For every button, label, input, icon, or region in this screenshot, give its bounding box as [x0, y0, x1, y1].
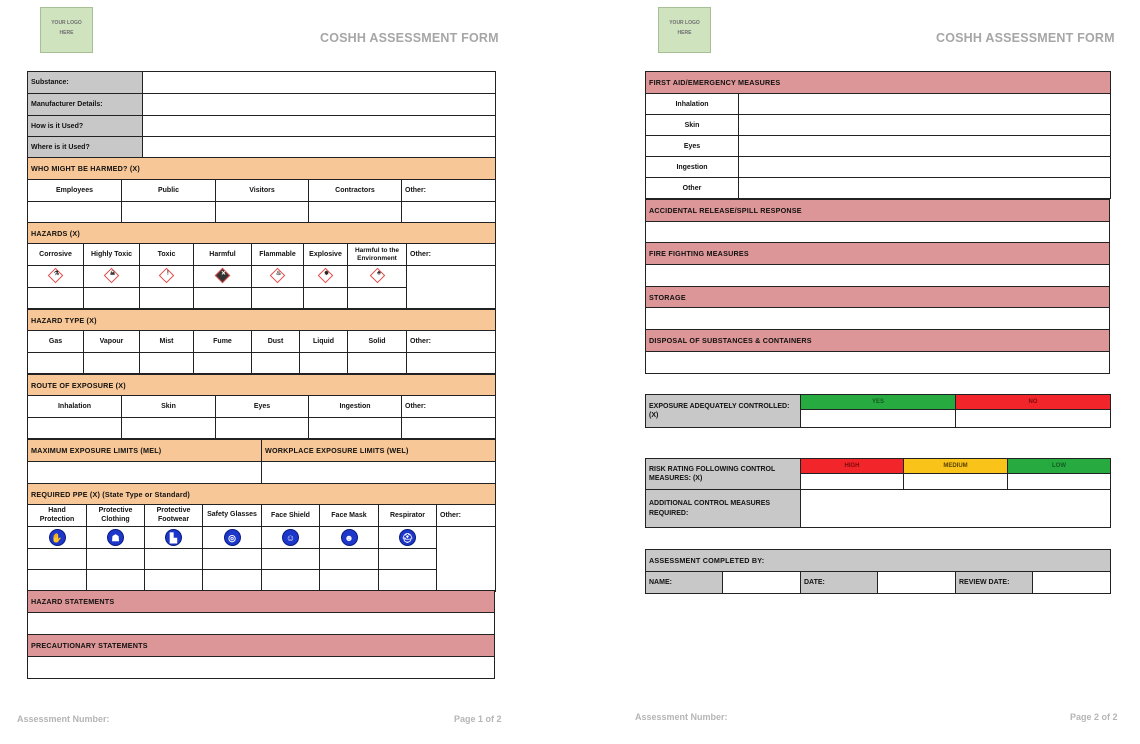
ppe-check-cell[interactable] [28, 570, 87, 592]
manufacturer-label: Manufacturer Details: [28, 94, 143, 116]
hazard-check-cell[interactable] [252, 288, 304, 309]
protective-footwear-icon: ▙ [165, 529, 182, 546]
hazard-type-col-solid: Solid [348, 331, 407, 353]
name-label: NAME: [646, 572, 723, 594]
respirator-icon-cell [379, 527, 437, 549]
corrosive-icon-cell [28, 266, 84, 288]
flammable-icon-cell [252, 266, 304, 288]
ppe-check-cell[interactable] [320, 549, 379, 570]
first-aid-other-input[interactable] [739, 178, 1111, 199]
first-aid-inhalation-label: Inhalation [646, 94, 739, 115]
ppe-check-cell[interactable] [320, 570, 379, 592]
measures-sections-table [645, 199, 1110, 374]
harmed-header: WHO MIGHT BE HARMED? (X) [28, 158, 496, 180]
wel-input[interactable] [262, 462, 496, 484]
hazard-col-toxic: Toxic [140, 244, 194, 266]
first-aid-skin-input[interactable] [739, 115, 1111, 136]
hazard-type-check-cell[interactable] [140, 353, 194, 374]
substance-info-table [27, 71, 496, 158]
fire-fighting-input[interactable] [646, 265, 1110, 287]
exposure-controlled-label: EXPOSURE ADEQUATELY CONTROLLED: (X) [646, 395, 801, 428]
first-aid-inhalation-input[interactable] [739, 94, 1111, 115]
route-check-cell[interactable] [28, 418, 122, 439]
hazard-statements-header: HAZARD STATEMENTS [28, 591, 495, 613]
fire-fighting-header: FIRE FIGHTING MEASURES [646, 243, 1110, 265]
hazard-type-check-cell[interactable] [252, 353, 300, 374]
hazard-type-header: HAZARD TYPE (X) [28, 310, 496, 331]
ppe-header: REQUIRED PPE (X) (State Type or Standard) [28, 484, 496, 505]
protective-clothing-icon: ☗ [107, 529, 124, 546]
name-input[interactable] [723, 572, 801, 594]
harmed-check-cell[interactable] [402, 202, 496, 223]
storage-header: STORAGE [646, 287, 1110, 308]
hazard-col-other: Other: [407, 244, 496, 266]
mel-header: MAXIMUM EXPOSURE LIMITS (MEL) [28, 440, 262, 462]
face-mask-icon-cell [320, 527, 379, 549]
exposure-no-header: NO [956, 395, 1111, 410]
risk-high-check[interactable] [801, 474, 904, 490]
ppe-table [27, 483, 496, 592]
glasses-icon-cell [203, 527, 262, 549]
page-number: Page 2 of 2 [1070, 712, 1118, 722]
environment-hazard-icon: ♣ [369, 268, 385, 284]
route-col-skin: Skin [122, 396, 216, 418]
spill-response-input[interactable] [646, 222, 1110, 243]
page-1 [0, 0, 540, 744]
first-aid-eyes-input[interactable] [739, 136, 1111, 157]
form-title: COSHH ASSESSMENT FORM [320, 31, 499, 45]
ppe-check-cell[interactable] [379, 570, 437, 592]
ppe-col-footwear: Protective Footwear [145, 505, 203, 527]
route-col-ingestion: Ingestion [309, 396, 402, 418]
spill-response-header: ACCIDENTAL RELEASE/SPILL RESPONSE [646, 200, 1110, 222]
ppe-check-cell[interactable] [262, 570, 320, 592]
harmed-col-public: Public [122, 180, 216, 202]
how-used-label: How is it Used? [28, 116, 143, 137]
additional-measures-label: ADDITIONAL CONTROL MEASURES REQUIRED: [646, 490, 801, 528]
form-title: COSHH ASSESSMENT FORM [936, 31, 1115, 45]
logo-text-line1: YOUR LOGO [51, 20, 82, 26]
first-aid-ingestion-label: Ingestion [646, 157, 739, 178]
hazard-type-check-cell[interactable] [194, 353, 252, 374]
completed-by-table [645, 549, 1111, 594]
hand-icon-cell [28, 527, 87, 549]
explosive-icon-cell [304, 266, 348, 288]
hazard-type-col-mist: Mist [140, 331, 194, 353]
explosive-icon: ✸ [318, 268, 334, 284]
route-header: ROUTE OF EXPOSURE (X) [28, 375, 496, 396]
hazard-col-explosive: Explosive [304, 244, 348, 266]
exposure-limits-table [27, 439, 496, 484]
hazard-col-highly-toxic: Highly Toxic [84, 244, 140, 266]
page-number: Page 1 of 2 [454, 714, 502, 724]
first-aid-ingestion-input[interactable] [739, 157, 1111, 178]
hazards-table [27, 222, 496, 309]
ppe-check-cell[interactable] [145, 570, 203, 592]
exposure-controlled-table [645, 394, 1111, 428]
ppe-col-hand: Hand Protection [28, 505, 87, 527]
hazard-type-check-cell[interactable] [28, 353, 84, 374]
hazard-type-col-vapour: Vapour [84, 331, 140, 353]
exposure-yes-header: YES [801, 395, 956, 410]
logo-text-line1: YOUR LOGO [669, 20, 700, 26]
review-date-input[interactable] [1033, 572, 1111, 594]
toxic-icon: ! [159, 268, 175, 284]
first-aid-header: FIRST AID/EMERGENCY MEASURES [646, 72, 1111, 94]
ppe-col-other: Other: [437, 505, 496, 527]
ppe-check-cell[interactable] [87, 549, 145, 570]
mel-input[interactable] [28, 462, 262, 484]
route-table [27, 374, 496, 439]
risk-rating-table [645, 458, 1111, 528]
risk-medium-check[interactable] [904, 474, 1008, 490]
harmful-icon-cell [194, 266, 252, 288]
precautionary-statements-input[interactable] [28, 657, 495, 679]
harmed-check-cell[interactable] [28, 202, 122, 223]
hazards-header: HAZARDS (X) [28, 223, 496, 244]
hazard-statements-input[interactable] [28, 613, 495, 635]
completed-by-header: ASSESSMENT COMPLETED BY: [646, 550, 1111, 572]
route-col-other: Other: [402, 396, 496, 418]
manufacturer-input[interactable] [143, 94, 496, 116]
hazard-type-col-gas: Gas [28, 331, 84, 353]
route-col-inhalation: Inhalation [28, 396, 122, 418]
hazard-check-cell[interactable] [304, 288, 348, 309]
logo-placeholder [658, 7, 711, 53]
face-shield-icon: ☺ [282, 529, 299, 546]
hazard-check-cell[interactable] [194, 288, 252, 309]
logo-text-line2: HERE [59, 29, 74, 36]
disposal-input[interactable] [646, 352, 1110, 374]
face-mask-icon: ☻ [341, 529, 358, 546]
harmed-table [27, 157, 496, 223]
hand-protection-icon: ✋ [49, 529, 66, 546]
ppe-check-cell[interactable] [203, 570, 262, 592]
ppe-check-cell[interactable] [262, 549, 320, 570]
hazard-col-corrosive: Corrosive [28, 244, 84, 266]
precautionary-statements-header: PRECAUTIONARY STATEMENTS [28, 635, 495, 657]
hazard-check-cell[interactable] [140, 288, 194, 309]
harmed-col-employees: Employees [28, 180, 122, 202]
route-check-cell[interactable] [216, 418, 309, 439]
exposure-yes-check[interactable] [801, 410, 956, 428]
statements-table [27, 590, 495, 679]
where-used-label: Where is it Used? [28, 137, 143, 158]
face-shield-icon-cell [262, 527, 320, 549]
harmed-check-cell[interactable] [122, 202, 216, 223]
hazard-check-cell[interactable] [348, 288, 407, 309]
risk-medium-header: MEDIUM [904, 459, 1008, 474]
ppe-check-cell[interactable] [28, 549, 87, 570]
risk-low-header: LOW [1008, 459, 1111, 474]
safety-glasses-icon: ◎ [224, 529, 241, 546]
toxic-icon-cell [140, 266, 194, 288]
clothing-icon-cell [87, 527, 145, 549]
assessment-number-label: Assessment Number: [17, 714, 110, 724]
route-col-eyes: Eyes [216, 396, 309, 418]
ppe-check-cell[interactable] [203, 549, 262, 570]
page-2 [618, 0, 1140, 744]
wel-header: WORKPLACE EXPOSURE LIMITS (WEL) [262, 440, 496, 462]
corrosive-icon: ⚗ [48, 268, 64, 284]
ppe-col-face-shield: Face Shield [262, 505, 320, 527]
disposal-header: DISPOSAL OF SUBSTANCES & CONTAINERS [646, 330, 1110, 352]
hazard-other-input[interactable] [407, 266, 496, 309]
hazard-type-check-cell[interactable] [407, 353, 496, 374]
ppe-col-clothing: Protective Clothing [87, 505, 145, 527]
hazard-type-col-fume: Fume [194, 331, 252, 353]
hazard-check-cell[interactable] [84, 288, 140, 309]
first-aid-eyes-label: Eyes [646, 136, 739, 157]
logo-placeholder [40, 7, 93, 53]
route-check-cell[interactable] [122, 418, 216, 439]
storage-input[interactable] [646, 308, 1110, 330]
ppe-check-cell[interactable] [145, 549, 203, 570]
hazard-type-col-other: Other: [407, 331, 496, 353]
exposure-no-check[interactable] [956, 410, 1111, 428]
hazard-type-check-cell[interactable] [300, 353, 348, 374]
ppe-other-input[interactable] [437, 527, 496, 592]
logo-text-line2: HERE [677, 29, 692, 36]
hazard-type-check-cell[interactable] [84, 353, 140, 374]
hazard-col-harmful: Harmful [194, 244, 252, 266]
substance-input[interactable] [143, 72, 496, 94]
additional-measures-input[interactable] [801, 490, 1111, 528]
ppe-check-cell[interactable] [379, 549, 437, 570]
flammable-icon: ♨ [270, 268, 286, 284]
harmed-check-cell[interactable] [216, 202, 309, 223]
footwear-icon-cell [145, 527, 203, 549]
hazard-check-cell[interactable] [28, 288, 84, 309]
respirator-icon: ⛑ [399, 529, 416, 546]
route-check-cell[interactable] [309, 418, 402, 439]
harmful-icon: ✕ [215, 268, 231, 284]
route-check-cell[interactable] [402, 418, 496, 439]
risk-rating-label: RISK RATING FOLLOWING CONTROL MEASURES: (X) [646, 459, 801, 490]
harmed-col-contractors: Contractors [309, 180, 402, 202]
where-used-input[interactable] [143, 137, 496, 158]
ppe-col-face-mask: Face Mask [320, 505, 379, 527]
highly-toxic-icon-cell [84, 266, 140, 288]
hazard-type-col-dust: Dust [252, 331, 300, 353]
hazard-type-col-liquid: Liquid [300, 331, 348, 353]
hazard-col-environment: Harmful to the Environment [348, 244, 407, 266]
how-used-input[interactable] [143, 116, 496, 137]
hazard-type-check-cell[interactable] [348, 353, 407, 374]
harmed-check-cell[interactable] [309, 202, 402, 223]
assessment-number-label: Assessment Number: [635, 712, 728, 722]
ppe-check-cell[interactable] [87, 570, 145, 592]
first-aid-table [645, 71, 1111, 199]
first-aid-skin-label: Skin [646, 115, 739, 136]
environment-icon-cell [348, 266, 407, 288]
risk-low-check[interactable] [1008, 474, 1111, 490]
date-label: DATE: [801, 572, 878, 594]
review-date-label: REVIEW DATE: [956, 572, 1033, 594]
date-input[interactable] [878, 572, 956, 594]
ppe-col-glasses: Safety Glasses [203, 505, 262, 527]
risk-high-header: HIGH [801, 459, 904, 474]
hazard-col-flammable: Flammable [252, 244, 304, 266]
hazard-type-table [27, 309, 496, 374]
first-aid-other-label: Other [646, 178, 739, 199]
harmed-col-visitors: Visitors [216, 180, 309, 202]
substance-label: Substance: [28, 72, 143, 94]
ppe-col-respirator: Respirator [379, 505, 437, 527]
highly-toxic-icon: ☠ [104, 268, 120, 284]
harmed-col-other: Other: [402, 180, 496, 202]
